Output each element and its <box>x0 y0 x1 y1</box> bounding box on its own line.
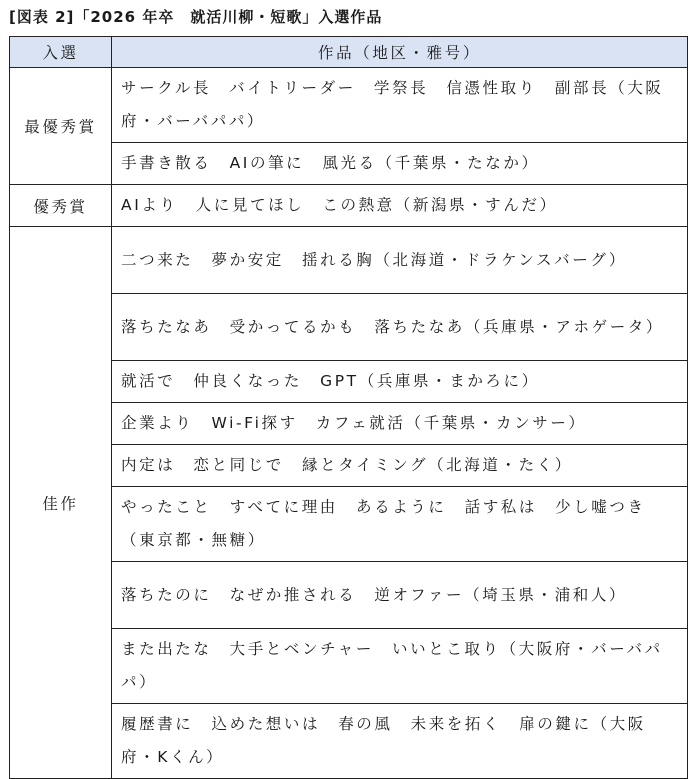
figure-title: [図表 2]「2026 年卒 就活川柳・短歌」入選作品 <box>9 8 383 26</box>
table-row <box>10 68 688 143</box>
work-entry: 内定は 恋と同じで 縁とタイミング（北海道・たく） <box>112 445 688 487</box>
table-row <box>10 629 688 704</box>
award-works-table <box>9 36 688 779</box>
header-award: 入選 <box>10 37 112 68</box>
work-entry: AIより 人に見てほし この熱意（新潟県・すんだ） <box>112 185 688 227</box>
table-row <box>10 445 688 487</box>
table-row <box>10 562 688 629</box>
table-row <box>10 227 688 294</box>
table-row <box>10 704 688 779</box>
table-row <box>10 361 688 403</box>
award-grand-prize: 最優秀賞 <box>10 68 112 185</box>
table-header-row <box>10 37 688 68</box>
header-work: 作品（地区・雅号） <box>112 37 688 68</box>
work-entry: 就活で 仲良くなった GPT（兵庫県・まかろに） <box>112 361 688 403</box>
work-entry: また出たな 大手とベンチャー いいとこ取り（大阪府・バーバパパ） <box>112 629 688 704</box>
work-entry: 落ちたのに なぜか推される 逆オファー（埼玉県・浦和人） <box>112 562 688 629</box>
table-row <box>10 487 688 562</box>
work-entry: やったこと すべてに理由 あるように 話す私は 少し嘘つき（東京都・無糖） <box>112 487 688 562</box>
work-entry: 落ちたなあ 受かってるかも 落ちたなあ（兵庫県・アホゲータ） <box>112 294 688 361</box>
table-row <box>10 185 688 227</box>
work-entry: 二つ来た 夢か安定 揺れる胸（北海道・ドラケンスバーグ） <box>112 227 688 294</box>
work-entry: 履歴書に 込めた想いは 春の風 未来を拓く 扉の鍵に（大阪府・Kくん） <box>112 704 688 779</box>
table-row <box>10 403 688 445</box>
award-honorable-mention: 佳作 <box>10 227 112 779</box>
work-entry: 手書き散る AIの筆に 風光る（千葉県・たなか） <box>112 143 688 185</box>
work-entry: サークル長 バイトリーダー 学祭長 信憑性取り 副部長（大阪府・バーバパパ） <box>112 68 688 143</box>
table-row <box>10 294 688 361</box>
work-entry: 企業より Wi-Fi探す カフェ就活（千葉県・カンサー） <box>112 403 688 445</box>
award-excellence: 優秀賞 <box>10 185 112 227</box>
table-row <box>10 143 688 185</box>
